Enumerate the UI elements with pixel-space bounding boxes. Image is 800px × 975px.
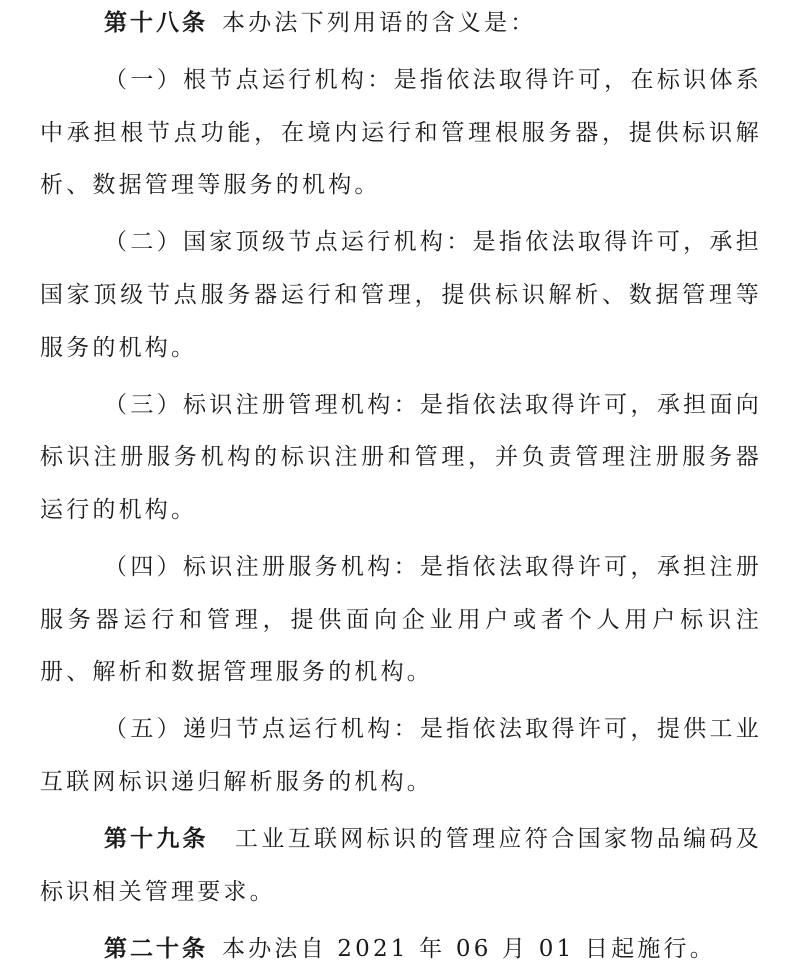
article-18-item-5: （五）递归节点运行机构：是指依法取得许可，提供工业互联网标识递归解析服务的机构。 <box>40 716 762 795</box>
article-20-text: 本办法自 2021 年 06 月 01 日起施行。 <box>222 935 716 962</box>
article-20-number: 第二十条 <box>104 935 208 962</box>
article-18-item-1: （一）根节点运行机构：是指依法取得许可，在标识体系中承担根节点功能，在境内运行和管理根服务器，提供标识解析、数据管理等服务的机构。 <box>40 67 762 199</box>
article-19-number: 第十九条 <box>104 825 209 852</box>
article-18-number: 第十八条 <box>104 10 208 36</box>
article-18-item-4: （四）标识注册服务机构：是指依法取得许可，承担注册服务器运行和管理，提供面向企业用户或者个人用户标识注册、解析和数据管理服务的机构。 <box>40 553 762 686</box>
article-19-text: 工业互联网标识的管理应符合国家物品编码及标识相关管理要求。 <box>40 825 763 905</box>
article-18-item-2: （二）国家顶级节点运行机构：是指依法取得许可，承担国家顶级节点服务器运行和管理，提供标识解析、数据管理等服务的机构。 <box>40 229 762 361</box>
article-18-text: 本办法下列用语的含义是： <box>222 10 537 36</box>
article-18-item-3: （三）标识注册管理机构：是指依法取得许可，承担面向标识注册服务机构的标识注册和管理，并负责管理注册服务器运行的机构。 <box>40 391 762 523</box>
article-19 <box>40 813 762 918</box>
article-18 <box>40 0 762 50</box>
document-page <box>40 0 762 972</box>
article-20 <box>40 923 762 975</box>
